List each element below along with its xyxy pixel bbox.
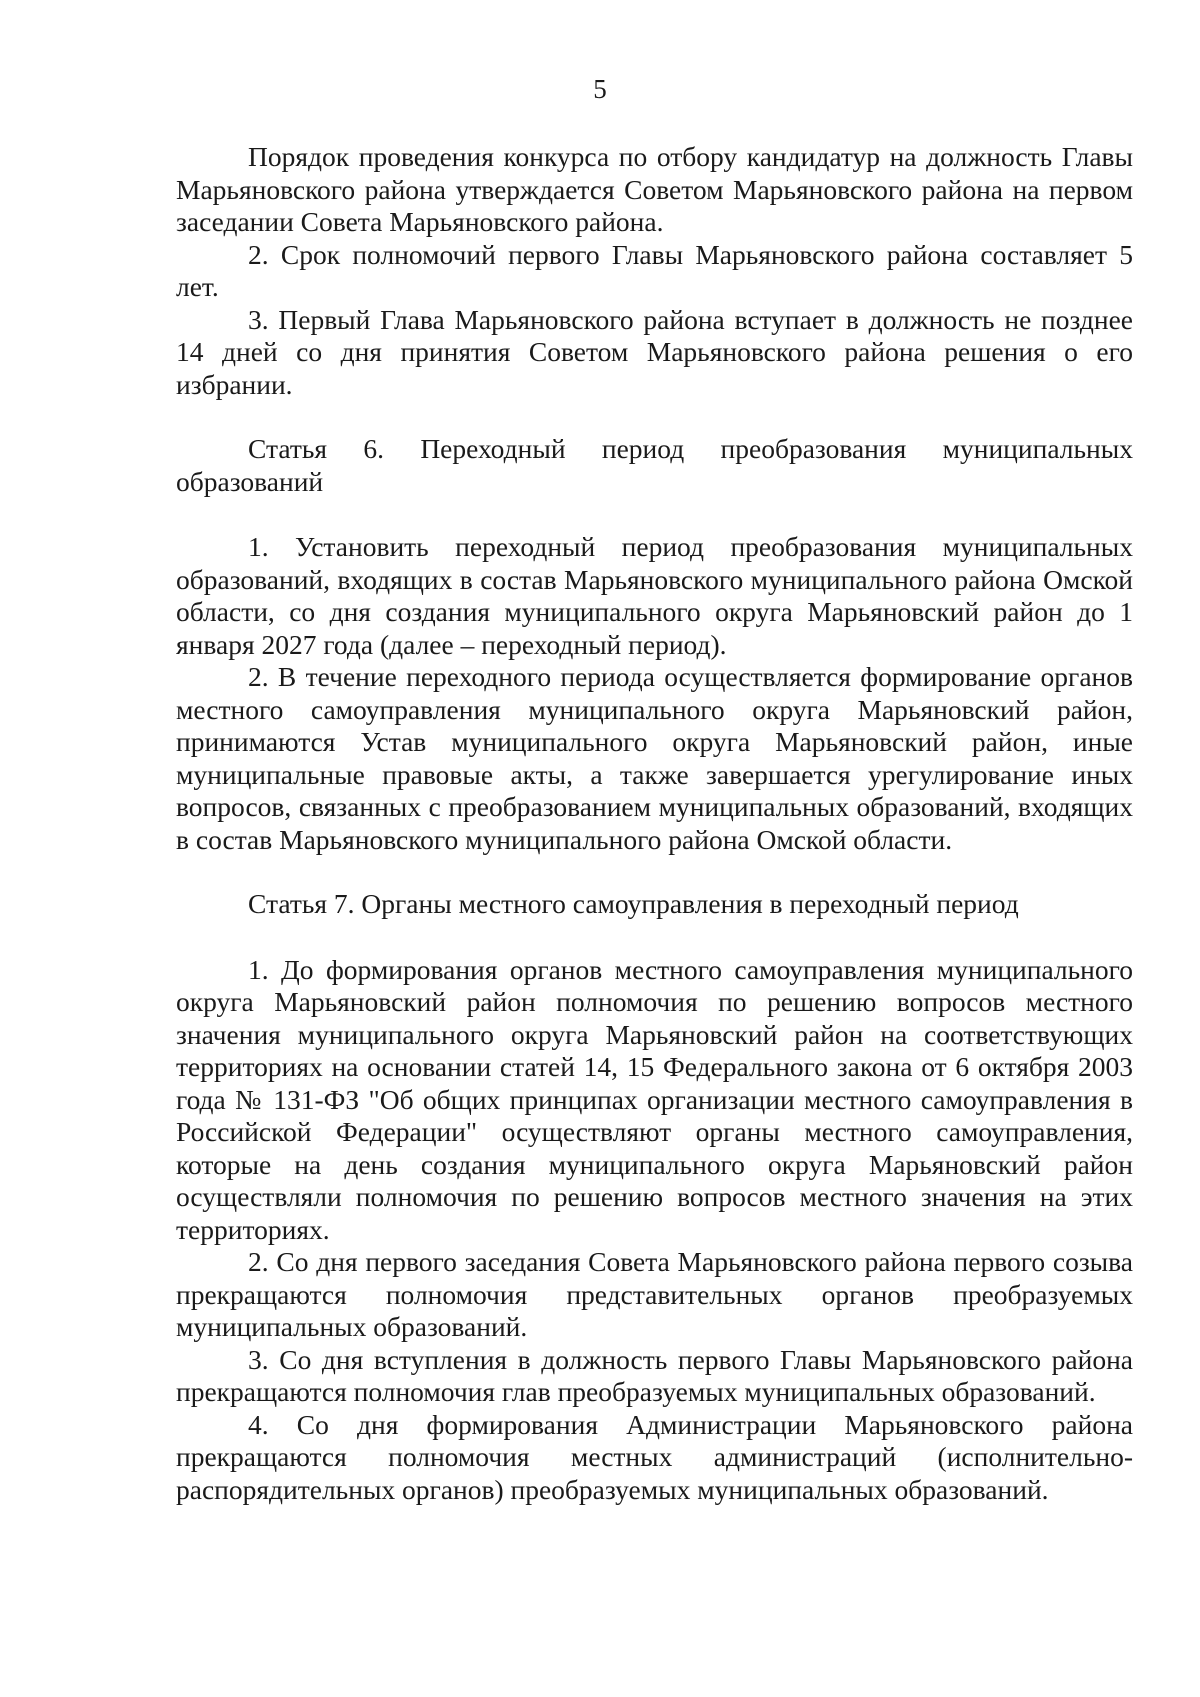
paragraph-competition-procedure: Порядок проведения конкурса по отбору кандидатур на должность Главы Марьяновского района утверждается Советом Марьяновского района на первом заседании Совета Марьяновского района.	[176, 141, 1133, 237]
article-7-paragraph-4: 4. Со дня формирования Администрации Марьяновского района прекращаются полномочия местных администраций (исполнительно-распорядительных органов) преобразуемых муниципальных образований.	[176, 1408, 1133, 1505]
article-6-heading: Статья 6. Переходный период преобразования муниципальных образований	[176, 433, 1133, 497]
article-7-paragraph-1: 1. До формирования органов местного самоуправления муниципального округа Марьяновский район полномочия по решению вопросов местного значения муниципального округа Марьяновский район на соответствующих территориях на основании статей 14, 15 Федерального закона от 6 октября 2003 года № 131-ФЗ "Об общих принципах организации местного самоуправления в Российской Федерации" осуществляют органы местного самоуправления, которые на день создания муниципального округа Марьяновский район осуществляли полномочия по решению вопросов местного значения на этих территориях.	[176, 953, 1133, 1245]
paragraph-term-of-office: 2. Срок полномочий первого Главы Марьяновского района составляет 5 лет.	[176, 238, 1133, 302]
page-number: 5	[593, 74, 607, 104]
document-body	[176, 141, 1133, 1506]
article-7-heading: Статья 7. Органы местного самоуправления в переходный период	[248, 888, 1019, 919]
article-7-paragraph-3: 3. Со дня вступления в должность первого Главы Марьяновского района прекращаются полномочия глав преобразуемых муниципальных образований.	[176, 1343, 1133, 1407]
article-6-paragraph-1: 1. Установить переходный период преобразования муниципальных образований, входящих в состав Марьяновского муниципального района Омской области, со дня создания муниципального округа Марьяновский район до 1 января 2027 года (далее – переходный период).	[176, 531, 1133, 660]
article-7-paragraph-2: 2. Со дня первого заседания Совета Марьяновского района первого созыва прекращаются полномочия представительных органов преобразуемых муниципальных образований.	[176, 1246, 1133, 1342]
article-6-paragraph-2: 2. В течение переходного периода осуществляется формирование органов местного самоуправления муниципального округа Марьяновский район, принимаются Устав муниципального округа Марьяновский район, иные муниципальные правовые акты, а также завершается урегулирование иных вопросов, связанных с преобразованием муниципальных образований, входящих в состав Марьяновского муниципального района Омской области.	[176, 661, 1133, 855]
paragraph-taking-office: 3. Первый Глава Марьяновского района вступает в должность не позднее 14 дней со дня принятия Советом Марьяновского района решения о его избрании.	[176, 303, 1133, 400]
